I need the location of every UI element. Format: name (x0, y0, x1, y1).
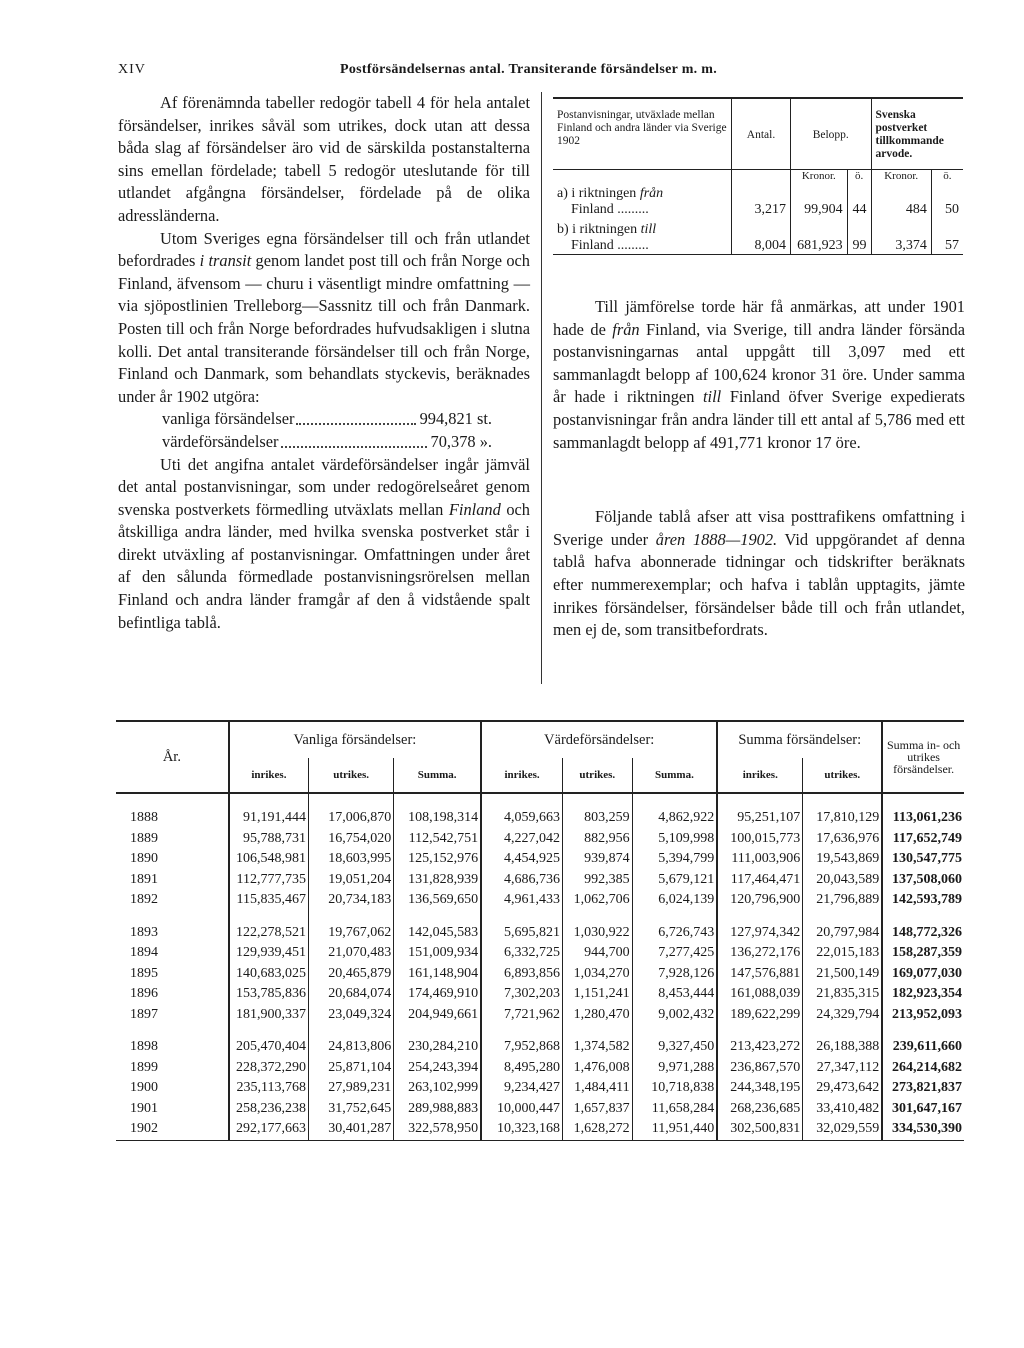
cell-varde-utrikes: 1,030,922 (563, 923, 633, 944)
cell-vanliga-summa: 112,542,751 (394, 829, 481, 850)
cell-summa-total: 130,547,775 (882, 849, 964, 870)
cell-summa-inrikes: 213,423,272 (717, 1037, 803, 1058)
traffic-table (116, 720, 964, 1141)
cell-summa-total: 334,530,390 (882, 1119, 964, 1140)
left-paragraph-2 (118, 228, 530, 409)
cell-varde-inrikes: 4,686,736 (481, 870, 562, 891)
cell-varde-utrikes: 1,657,837 (563, 1099, 633, 1120)
table-row (116, 1058, 964, 1079)
group-gap (116, 911, 964, 923)
cell-varde-utrikes: 882,956 (563, 829, 633, 850)
cell-belopp-kronor: 681,923 (791, 218, 848, 255)
cell-varde-utrikes: 1,476,008 (563, 1058, 633, 1079)
leader-label: vanliga försändelser (162, 409, 295, 429)
text-span: a) i riktningen (557, 186, 640, 201)
cell-vanliga-utrikes: 21,070,483 (309, 943, 394, 964)
cell-varde-utrikes: 992,385 (563, 870, 633, 891)
unit-ore: ö. (847, 170, 871, 183)
cell-vanliga-inrikes: 95,788,731 (229, 829, 309, 850)
cell-vanliga-summa: 254,243,394 (394, 1058, 481, 1079)
cell-vanliga-inrikes: 205,470,404 (229, 1037, 309, 1058)
cell-varde-summa: 5,679,121 (632, 870, 717, 891)
cell-summa-inrikes: 236,867,570 (717, 1058, 803, 1079)
gap-cell (563, 911, 633, 923)
cell-vanliga-utrikes: 27,989,231 (309, 1078, 394, 1099)
cell-year: 1888 (130, 810, 158, 825)
cell-summa-total: 137,508,060 (882, 870, 964, 891)
cell-summa-total: 113,061,236 (882, 793, 964, 829)
text-span: och åtskilliga andra länder, med hvilka svenska postverket står i direkt utväxling af postanvisningar. Omfattningen under året af den sålunda förmedlade postanvisningsrörelsen mellan Finland och andra länder framgår af den å vidstående spalt befintliga tablå. (118, 499, 530, 632)
gap-cell (229, 911, 309, 923)
cell-summa-inrikes: 111,003,906 (717, 849, 803, 870)
gap-cell (229, 1025, 309, 1037)
cell-vanliga-utrikes: 31,752,645 (309, 1099, 394, 1120)
header-arvode: Svenska postverket tillkommande arvode. (871, 98, 963, 170)
cell-varde-inrikes: 7,721,962 (481, 1005, 562, 1026)
cell-summa-inrikes: 147,576,881 (717, 964, 803, 985)
cell-summa-inrikes: 268,236,685 (717, 1099, 803, 1120)
italic-span: från (639, 186, 664, 201)
cell-vanliga-summa: 161,148,904 (394, 964, 481, 985)
gap-cell (309, 1025, 394, 1037)
text-span: Finland öfver Sverige expedierats postanvisningar från andra länder till ett antal af 5,786 med ett sammanlagdt belopp af 491,771 kronor 17 öre. (553, 387, 965, 452)
table-row (116, 1078, 964, 1099)
cell-vanliga-summa: 204,949,661 (394, 1005, 481, 1026)
table-row (116, 1037, 964, 1058)
table-row (116, 1099, 964, 1120)
cell-vanliga-utrikes: 18,603,995 (309, 849, 394, 870)
row-label: a) i riktningen från Finland ......... (557, 186, 664, 217)
cell-varde-inrikes: 4,227,042 (481, 829, 562, 850)
cell-varde-inrikes: 7,952,868 (481, 1037, 562, 1058)
cell-vanliga-inrikes: 115,835,467 (229, 890, 309, 911)
cell-year: 1894 (130, 945, 158, 960)
group-gap (116, 1025, 964, 1037)
cell-antal: 3,217 (732, 182, 791, 218)
cell-varde-inrikes: 4,059,663 (481, 793, 562, 829)
cell-varde-utrikes: 939,874 (563, 849, 633, 870)
unit-ore: ö. (931, 170, 963, 183)
cell-varde-summa: 11,658,284 (632, 1099, 717, 1120)
cell-summa-utrikes: 20,797,984 (803, 923, 882, 944)
gap-cell (632, 911, 717, 923)
gap-cell (309, 911, 394, 923)
cell-varde-utrikes: 1,151,241 (563, 984, 633, 1005)
cell-vanliga-summa: 142,045,583 (394, 923, 481, 944)
cell-vanliga-inrikes: 122,278,521 (229, 923, 309, 944)
cell-year: 1898 (130, 1039, 158, 1054)
text-span: Vid uppgörandet af denna tablå hafva abonnerade tidningar och tidskrifter beräknats efter nummerexemplar; och hafva i tablån upptagits, jämte inrikes försändelser, försändelser både till och från utlandet, men ej de, som transitbefordrats. (553, 529, 965, 640)
gap-cell (116, 1025, 229, 1037)
table-row (116, 964, 964, 985)
cell-vanliga-inrikes: 258,236,238 (229, 1099, 309, 1120)
cell-summa-utrikes: 21,500,149 (803, 964, 882, 985)
cell-varde-utrikes: 1,062,706 (563, 890, 633, 911)
cell-varde-inrikes: 8,495,280 (481, 1058, 562, 1079)
text-span: Till jämförelse torde här få anmärkas, att under 1901 hade de (553, 297, 965, 339)
cell-year: 1901 (130, 1100, 158, 1116)
transit-ordinary-line (162, 408, 492, 431)
cell-vanliga-summa: 125,152,976 (394, 849, 481, 870)
row-label: b) i riktningen till Finland ......... (553, 218, 732, 255)
italic-span: åren 1888—1902. (655, 529, 778, 549)
postal-order-unit-row (553, 170, 963, 183)
cell-vanliga-inrikes: 112,777,735 (229, 870, 309, 891)
cell-varde-inrikes: 5,695,821 (481, 923, 562, 944)
cell-varde-inrikes: 10,000,447 (481, 1099, 562, 1120)
text-span: Finland (571, 202, 614, 217)
cell-varde-summa: 10,718,838 (632, 1078, 717, 1099)
cell-summa-total: 264,214,682 (882, 1058, 964, 1079)
cell-varde-inrikes: 7,302,203 (481, 984, 562, 1005)
gap-cell (563, 1025, 633, 1037)
cell-summa-utrikes: 22,015,183 (803, 943, 882, 964)
cell-vanliga-utrikes: 25,871,104 (309, 1058, 394, 1079)
column-divider (541, 92, 542, 684)
cell-varde-summa: 7,277,425 (632, 943, 717, 964)
cell-summa-inrikes: 244,348,195 (717, 1078, 803, 1099)
cell-belopp-ore: 99 (847, 218, 871, 255)
cell-summa-total: 182,923,354 (882, 984, 964, 1005)
cell-vanliga-summa: 263,102,999 (394, 1078, 481, 1099)
leader-dots (296, 408, 415, 425)
cell-varde-summa: 5,394,799 (632, 849, 717, 870)
table-row (116, 943, 964, 964)
gap-cell (717, 911, 803, 923)
cell-vanliga-inrikes: 153,785,836 (229, 984, 309, 1005)
text-span: Uti det angifna antalet värdeförsändelser ingår jämväl det antal postanvisningar, som under redogörelseåret genom svenska postverkets förmedling utväxlats mellan (118, 454, 530, 519)
cell-varde-utrikes: 1,374,582 (563, 1037, 633, 1058)
header-summa: Summa. (632, 758, 717, 793)
cell-antal: 8,004 (732, 218, 791, 255)
header-summa: Summa. (394, 758, 481, 793)
cell-vanliga-summa: 289,988,883 (394, 1099, 481, 1120)
cell-year: 1895 (130, 965, 158, 981)
header-varde: Värdeförsändelser: (481, 722, 717, 758)
cell-summa-inrikes: 189,622,299 (717, 1005, 803, 1026)
cell-year: 1889 (130, 830, 158, 846)
italic-span: i transit (199, 251, 252, 271)
table-row (116, 870, 964, 891)
leader-value: 994,821 st. (419, 409, 492, 429)
cell-summa-utrikes: 27,347,112 (803, 1058, 882, 1079)
cell-summa-utrikes: 32,029,559 (803, 1119, 882, 1140)
cell-year: 1891 (130, 871, 158, 887)
cell-vanliga-summa: 174,469,910 (394, 984, 481, 1005)
cell-vanliga-inrikes: 129,939,451 (229, 943, 309, 964)
header-antal: Antal. (732, 98, 791, 170)
cell-summa-utrikes: 17,636,976 (803, 829, 882, 850)
header-utrikes: utrikes. (803, 758, 882, 793)
cell-vanliga-inrikes: 292,177,663 (229, 1119, 309, 1140)
transit-value-line (162, 431, 492, 454)
gap-cell (481, 911, 562, 923)
cell-summa-utrikes: 21,835,315 (803, 984, 882, 1005)
cell-summa-inrikes: 95,251,107 (717, 793, 803, 829)
cell-arvode-ore: 57 (931, 218, 963, 255)
right-paragraph-2 (553, 506, 965, 642)
unit-kronor: Kronor. (871, 170, 931, 183)
gap-cell (481, 1025, 562, 1037)
cell-vanliga-utrikes: 20,734,183 (309, 890, 394, 911)
cell-vanliga-summa: 131,828,939 (394, 870, 481, 891)
text-span: Följande tablå afser att visa posttrafikens omfattning i Sverige under (553, 507, 965, 549)
cell-summa-total: 117,652,749 (882, 829, 964, 850)
cell-varde-utrikes: 1,034,270 (563, 964, 633, 985)
cell-varde-summa: 11,951,440 (632, 1119, 717, 1140)
cell-summa-total: 239,611,660 (882, 1037, 964, 1058)
cell-varde-inrikes: 10,323,168 (481, 1119, 562, 1140)
cell-vanliga-utrikes: 19,051,204 (309, 870, 394, 891)
cell-vanliga-utrikes: 19,767,062 (309, 923, 394, 944)
header-summa-group: Summa försändelser: (717, 722, 882, 758)
cell-summa-inrikes: 302,500,831 (717, 1119, 803, 1140)
gap-cell (116, 911, 229, 923)
table-row (116, 849, 964, 870)
cell-vanliga-utrikes: 17,006,870 (309, 793, 394, 829)
cell-varde-inrikes: 4,454,925 (481, 849, 562, 870)
italic-span: till (640, 222, 657, 237)
cell-varde-summa: 6,024,139 (632, 890, 717, 911)
cell-summa-utrikes: 26,188,388 (803, 1037, 882, 1058)
gap-cell (803, 911, 882, 923)
gap-cell (394, 1025, 481, 1037)
cell-summa-inrikes: 120,796,900 (717, 890, 803, 911)
text-span: b) i riktningen (557, 222, 641, 237)
header-belopp: Belopp. (791, 98, 872, 170)
header-inrikes: inrikes. (717, 758, 803, 793)
text-span: genom landet post till och från Norge och Finland, äfvensom — churu i väsentligt mindre omfattning — via sjöpostlinien Trelleborg—Sassnitz till och från Danmark. Posten till och från Norge befordrades hufvudsakligen i slutna kolli. Det antal transiterande försändelser till och från Norge, Finland och Danmark, som behandlats styckevis, beräknades under år 1902 utgöra: (118, 251, 530, 406)
italic-span: Finland (448, 499, 501, 519)
cell-summa-inrikes: 127,974,342 (717, 923, 803, 944)
cell-vanliga-summa: 151,009,934 (394, 943, 481, 964)
cell-summa-total: 142,593,789 (882, 890, 964, 911)
header-summa-total: Summa in- och utrikes försändelser. (882, 722, 964, 793)
gap-cell (803, 1025, 882, 1037)
cell-varde-utrikes: 1,280,470 (563, 1005, 633, 1026)
cell-year: 1896 (130, 986, 158, 1001)
cell-year: 1890 (130, 851, 158, 866)
header-year: År. (116, 722, 229, 793)
cell-summa-inrikes: 117,464,471 (717, 870, 803, 891)
cell-arvode-ore: 50 (931, 182, 963, 218)
cell-summa-utrikes: 21,796,889 (803, 890, 882, 911)
cell-summa-utrikes: 17,810,129 (803, 793, 882, 829)
cell-vanliga-utrikes: 16,754,020 (309, 829, 394, 850)
text-span: Utom Sveriges egna försändelser till och från utlandet befordrades (118, 228, 530, 271)
cell-summa-total: 213,952,093 (882, 1005, 964, 1026)
cell-varde-utrikes: 1,484,411 (563, 1078, 633, 1099)
cell-vanliga-utrikes: 20,684,074 (309, 984, 394, 1005)
cell-year: 1899 (130, 1059, 158, 1075)
cell-vanliga-inrikes: 140,683,025 (229, 964, 309, 985)
cell-arvode-kronor: 3,374 (871, 218, 931, 255)
cell-year: 1902 (116, 1119, 229, 1140)
cell-varde-utrikes: 1,628,272 (563, 1119, 633, 1140)
postal-order-row-b (553, 218, 963, 255)
unit-empty (732, 170, 791, 183)
header-inrikes: inrikes. (229, 758, 309, 793)
table-row (116, 984, 964, 1005)
postal-order-table (553, 97, 963, 255)
italic-span: från (612, 319, 640, 339)
cell-varde-summa: 9,002,432 (632, 1005, 717, 1026)
table-row (116, 890, 964, 911)
left-paragraph-3 (118, 454, 530, 635)
header-inrikes: inrikes. (481, 758, 562, 793)
cell-summa-inrikes: 161,088,039 (717, 984, 803, 1005)
left-paragraph-1: Af förenämnda tabeller redogör tabell 4 för hela antalet försändelser, inrikes såväl som utrikes, dock utan att dessa båda slag af försändelser äro vid de särskilda postanstalterna sins emellan fördelade; tabell 5 redogör uteslutande för till utlandet afgångna försändelser, fördelade på de olika adressländerna. (118, 93, 530, 225)
cell-year: 1892 (130, 892, 158, 907)
gap-cell (632, 1025, 717, 1037)
cell-vanliga-utrikes: 20,465,879 (309, 964, 394, 985)
cell-vanliga-summa: 322,578,950 (394, 1119, 481, 1140)
text-span: Finland (571, 238, 614, 253)
unit-kronor: Kronor. (791, 170, 848, 183)
table-row (116, 1005, 964, 1026)
cell-varde-summa: 6,726,743 (632, 923, 717, 944)
table-row (116, 793, 964, 829)
right-paragraph-1 (553, 296, 965, 454)
cell-vanliga-summa: 136,569,650 (394, 890, 481, 911)
leader-dots (281, 431, 427, 448)
cell-vanliga-utrikes: 30,401,287 (309, 1119, 394, 1140)
cell-summa-total: 148,772,326 (882, 923, 964, 944)
cell-varde-inrikes: 9,234,427 (481, 1078, 562, 1099)
cell-summa-utrikes: 29,473,642 (803, 1078, 882, 1099)
cell-year: 1900 (130, 1080, 158, 1095)
unit-empty (553, 170, 732, 183)
cell-arvode-kronor: 484 (871, 182, 931, 218)
cell-vanliga-summa: 230,284,210 (394, 1037, 481, 1058)
cell-varde-summa: 7,928,126 (632, 964, 717, 985)
cell-vanliga-inrikes: 235,113,768 (229, 1078, 309, 1099)
header-description: Postanvisningar, utväxlade mellan Finland och andra länder via Sverige 1902 (553, 98, 732, 170)
header-row-1 (116, 722, 964, 758)
cell-year: 1893 (130, 924, 158, 940)
header-row-2 (116, 758, 964, 793)
gap-cell (882, 911, 964, 923)
leader-value: 70,378 ». (430, 431, 492, 451)
cell-summa-inrikes: 136,272,176 (717, 943, 803, 964)
cell-vanliga-inrikes: 181,900,337 (229, 1005, 309, 1026)
cell-summa-inrikes: 100,015,773 (717, 829, 803, 850)
cell-varde-inrikes: 4,961,433 (481, 890, 562, 911)
cell-summa-utrikes: 20,043,589 (803, 870, 882, 891)
italic-span: till (703, 387, 722, 407)
cell-varde-summa: 9,971,288 (632, 1058, 717, 1079)
header-utrikes: utrikes. (309, 758, 394, 793)
cell-varde-summa: 5,109,998 (632, 829, 717, 850)
cell-varde-summa: 4,862,922 (632, 793, 717, 829)
cell-summa-total: 169,077,030 (882, 964, 964, 985)
cell-vanliga-inrikes: 106,548,981 (229, 849, 309, 870)
cell-summa-utrikes: 24,329,794 (803, 1005, 882, 1026)
gap-cell (882, 1025, 964, 1037)
cell-varde-inrikes: 6,332,725 (481, 943, 562, 964)
cell-vanliga-summa: 108,198,314 (394, 793, 481, 829)
cell-vanliga-utrikes: 23,049,324 (309, 1005, 394, 1026)
gap-cell (394, 911, 481, 923)
cell-summa-total: 273,821,837 (882, 1078, 964, 1099)
cell-varde-summa: 8,453,444 (632, 984, 717, 1005)
text-span: Finland, via Sverige, till andra länder försända postanvisningarnas antal uppgått till 3,097 med ett sammanlagdt belopp af 100,624 kronor 31 öre. Under samma år hade i riktningen (553, 319, 965, 407)
table-row (116, 923, 964, 944)
gap-cell (717, 1025, 803, 1037)
header-utrikes: utrikes. (563, 758, 633, 793)
right-column (553, 296, 965, 642)
cell-belopp-ore: 44 (847, 182, 871, 218)
cell-varde-summa: 9,327,450 (632, 1037, 717, 1058)
cell-summa-utrikes: 19,543,869 (803, 849, 882, 870)
cell-year: 1897 (130, 1006, 158, 1022)
header-vanliga: Vanliga försändelser: (229, 722, 481, 758)
cell-varde-inrikes: 6,893,856 (481, 964, 562, 985)
cell-summa-total: 158,287,359 (882, 943, 964, 964)
cell-varde-utrikes: 803,259 (563, 793, 633, 829)
cell-vanliga-inrikes: 91,191,444 (229, 793, 309, 829)
cell-summa-total: 301,647,167 (882, 1099, 964, 1120)
cell-belopp-kronor: 99,904 (791, 182, 848, 218)
left-column (118, 92, 530, 634)
table-row (116, 1119, 964, 1140)
cell-varde-utrikes: 944,700 (563, 943, 633, 964)
table-row (116, 829, 964, 850)
cell-vanliga-inrikes: 228,372,290 (229, 1058, 309, 1079)
cell-summa-utrikes: 33,410,482 (803, 1099, 882, 1120)
page-number: XIV (118, 62, 146, 77)
postal-order-row-a (553, 182, 963, 218)
running-title: Postförsändelsernas antal. Transiterande försändelser m. m. (340, 62, 718, 77)
cell-vanliga-utrikes: 24,813,806 (309, 1037, 394, 1058)
leader-label: värdeförsändelser (162, 431, 279, 451)
postal-order-header-row (553, 98, 963, 170)
